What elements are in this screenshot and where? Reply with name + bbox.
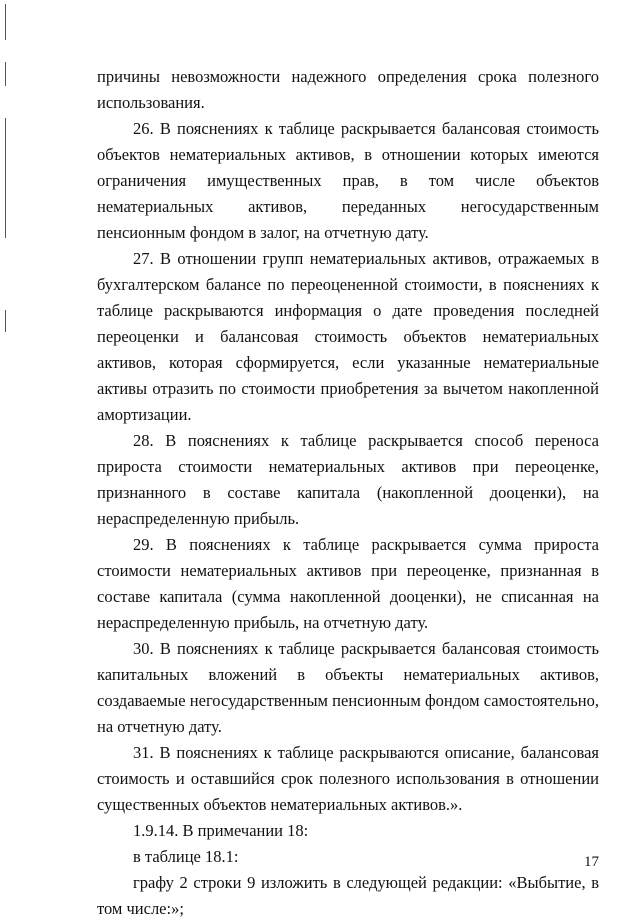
page-number: 17	[584, 854, 599, 870]
scan-edge-mark	[5, 118, 6, 238]
paragraph-continuation: причины невозможности надежного определения срока полезного использования.	[97, 67, 599, 112]
paragraph-27: 27. В отношении групп нематериальных активов, отражаемых в бухгалтерском балансе по переоцененной стоимости, в пояснениях к таблице раскрываются информация о дате проведения последней переоценки и балансовая стоимость объектов нематериальных активов, которая сформируется, если указанные нематериальные активы отразить по стоимости приобретения за вычетом накопленной амортизации.	[97, 249, 599, 424]
paragraph-31: 31. В пояснениях к таблице раскрываются описание, балансовая стоимость и оставшийся срок полезного использования в отношении существенных объектов нематериальных активов.».	[97, 743, 599, 814]
document-body	[97, 64, 599, 922]
paragraph-1-9-14: 1.9.14. В примечании 18:	[133, 821, 309, 840]
paragraph-column-2-row-9: графу 2 строки 9 изложить в следующей редакции: «Выбытие, в том числе:»;	[97, 873, 599, 918]
paragraph-26: 26. В пояснениях к таблице раскрывается балансовая стоимость объектов нематериальных активов, в отношении которых имеются ограничения имущественных прав, в том числе объектов нематериальных активов, переданных негосударственным пенсионным фондом в залог, на отчетную дату.	[97, 119, 599, 242]
scan-edge-mark	[5, 4, 6, 40]
paragraph-30: 30. В пояснениях к таблице раскрывается балансовая стоимость капитальных вложений в объекты нематериальных активов, создаваемые негосударственным пенсионным фондом самостоятельно, на отчетную дату.	[97, 639, 599, 736]
paragraph-29: 29. В пояснениях к таблице раскрывается сумма прироста стоимости нематериальных активов при переоценке, признанная в составе капитала (сумма накопленной дооценки), не списанная на нераспределенную прибыль, на отчетную дату.	[97, 535, 599, 632]
paragraph-table-18-1: в таблице 18.1:	[133, 847, 239, 866]
scan-edge-mark	[5, 310, 6, 332]
scan-edge-mark	[5, 62, 6, 86]
paragraph-28: 28. В пояснениях к таблице раскрывается способ переноса прироста стоимости нематериальных активов при переоценке, признанного в составе капитала (накопленной дооценки), на нераспределенную прибыль.	[97, 431, 599, 528]
